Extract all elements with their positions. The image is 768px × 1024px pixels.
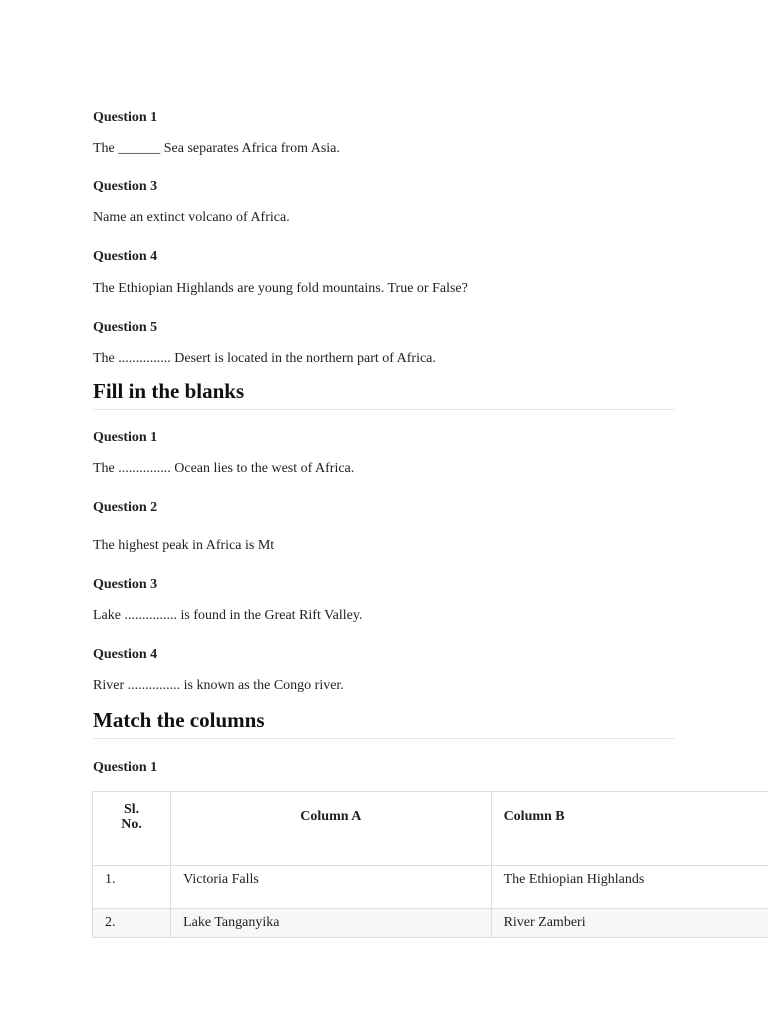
document-body [93, 108, 768, 938]
question-text: Lake ............... is found in the Great Rift Valley. [93, 608, 363, 623]
question-label: Question 4 [93, 647, 158, 662]
cell-column-b: The Ethiopian Highlands [491, 866, 768, 909]
header-column-b: Column B [491, 792, 768, 866]
cell-column-b: River Zamberi [491, 909, 768, 938]
question-label: Question 3 [93, 179, 158, 194]
question-label: Question 1 [93, 110, 158, 125]
cell-column-a: Lake Tanganyika [171, 909, 491, 938]
question-text: The ............... Ocean lies to the west of Africa. [93, 461, 355, 476]
header-sl-line1: Sl. [123, 802, 140, 817]
question-label: Question 1 [93, 760, 158, 775]
question-label: Question 2 [93, 500, 158, 515]
match-columns-table [92, 791, 768, 938]
table-header-row [93, 792, 768, 866]
header-column-a: Column A [171, 792, 491, 866]
cell-sl: 2. [93, 909, 171, 938]
section-heading-match-columns: Match the columns [93, 706, 675, 739]
question-label: Question 1 [93, 430, 158, 445]
header-sl-line2: No. [121, 817, 142, 832]
question-text: The ______ Sea separates Africa from Asia. [93, 141, 340, 156]
question-text: The ............... Desert is located in the northern part of Africa. [93, 351, 436, 366]
question-label: Question 3 [93, 577, 158, 592]
table-row [93, 909, 768, 938]
question-text: Name an extinct volcano of Africa. [93, 210, 290, 225]
question-text: River ............... is known as the Congo river. [93, 678, 344, 693]
question-text: The highest peak in Africa is Mt [93, 538, 275, 553]
question-label: Question 5 [93, 320, 158, 335]
table-row [93, 866, 768, 909]
question-label: Question 4 [93, 249, 158, 264]
cell-sl: 1. [93, 866, 171, 909]
cell-column-a: Victoria Falls [171, 866, 491, 909]
section-heading-fill-blanks: Fill in the blanks [93, 377, 675, 410]
header-sl-no [93, 792, 171, 866]
match-table-wrapper [92, 791, 768, 938]
question-text: The Ethiopian Highlands are young fold mountains. True or False? [93, 281, 468, 296]
